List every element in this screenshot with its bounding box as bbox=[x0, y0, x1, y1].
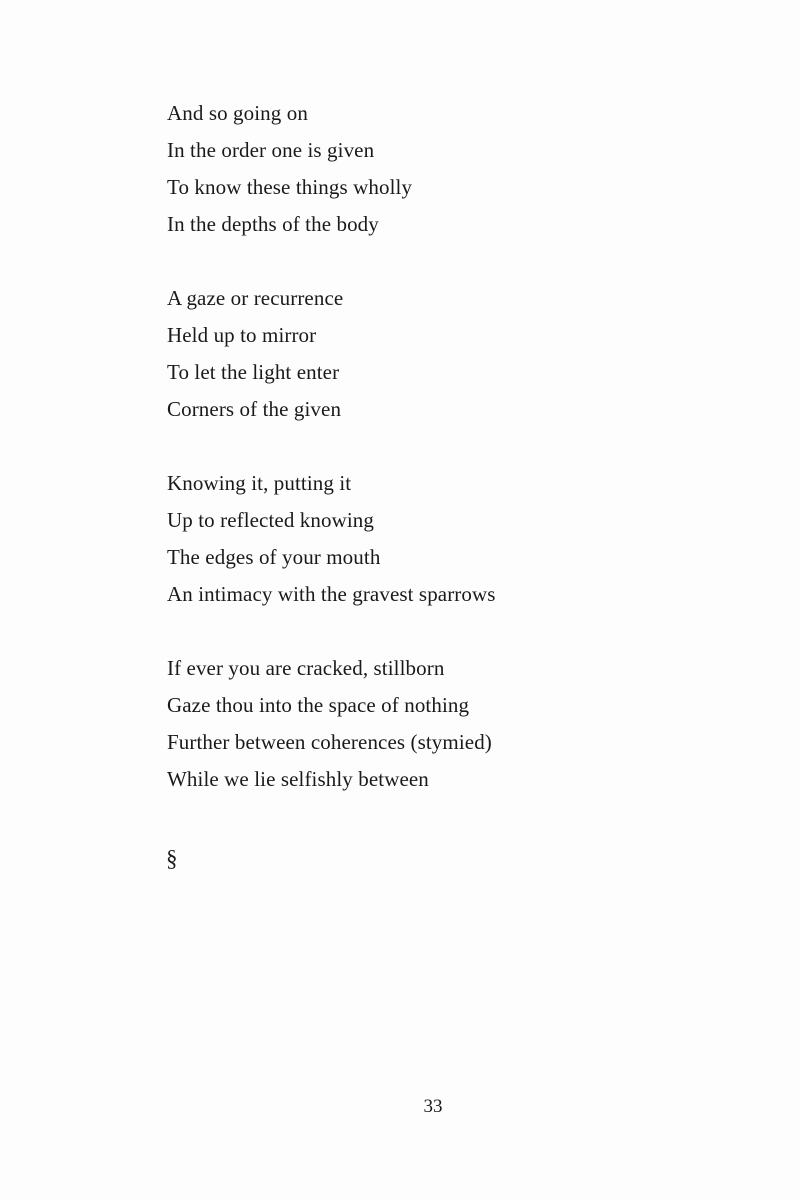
stanza-3 bbox=[167, 465, 727, 613]
poem-line: Corners of the given bbox=[167, 397, 342, 421]
poem-line: Further between coherences (stymied) bbox=[167, 730, 492, 754]
poem-line: To know these things wholly bbox=[167, 175, 413, 199]
poem-line: An intimacy with the gravest sparrows bbox=[167, 582, 496, 606]
poem-line: Held up to mirror bbox=[167, 323, 317, 347]
page-number: 33 bbox=[423, 1096, 443, 1117]
poem-line: Gaze thou into the space of nothing bbox=[167, 693, 470, 717]
poem-line: Up to reflected knowing bbox=[167, 508, 374, 532]
poem-line: In the depths of the body bbox=[167, 212, 379, 236]
stanza-2 bbox=[167, 280, 727, 428]
stanza-4 bbox=[167, 650, 727, 798]
poem-line: To let the light enter bbox=[167, 360, 340, 384]
poem-line: And so going on bbox=[167, 101, 308, 125]
poem-line: A gaze or recurrence bbox=[167, 286, 344, 310]
poem-line: The edges of your mouth bbox=[167, 545, 381, 569]
poem-line: If ever you are cracked, stillborn bbox=[167, 656, 445, 680]
section-mark: § bbox=[166, 846, 178, 871]
stanza-1 bbox=[167, 95, 727, 243]
poem bbox=[167, 95, 727, 835]
poem-line: While we lie selfishly between bbox=[167, 767, 429, 791]
poem-line: In the order one is given bbox=[167, 138, 375, 162]
poem-line: Knowing it, putting it bbox=[167, 471, 352, 495]
